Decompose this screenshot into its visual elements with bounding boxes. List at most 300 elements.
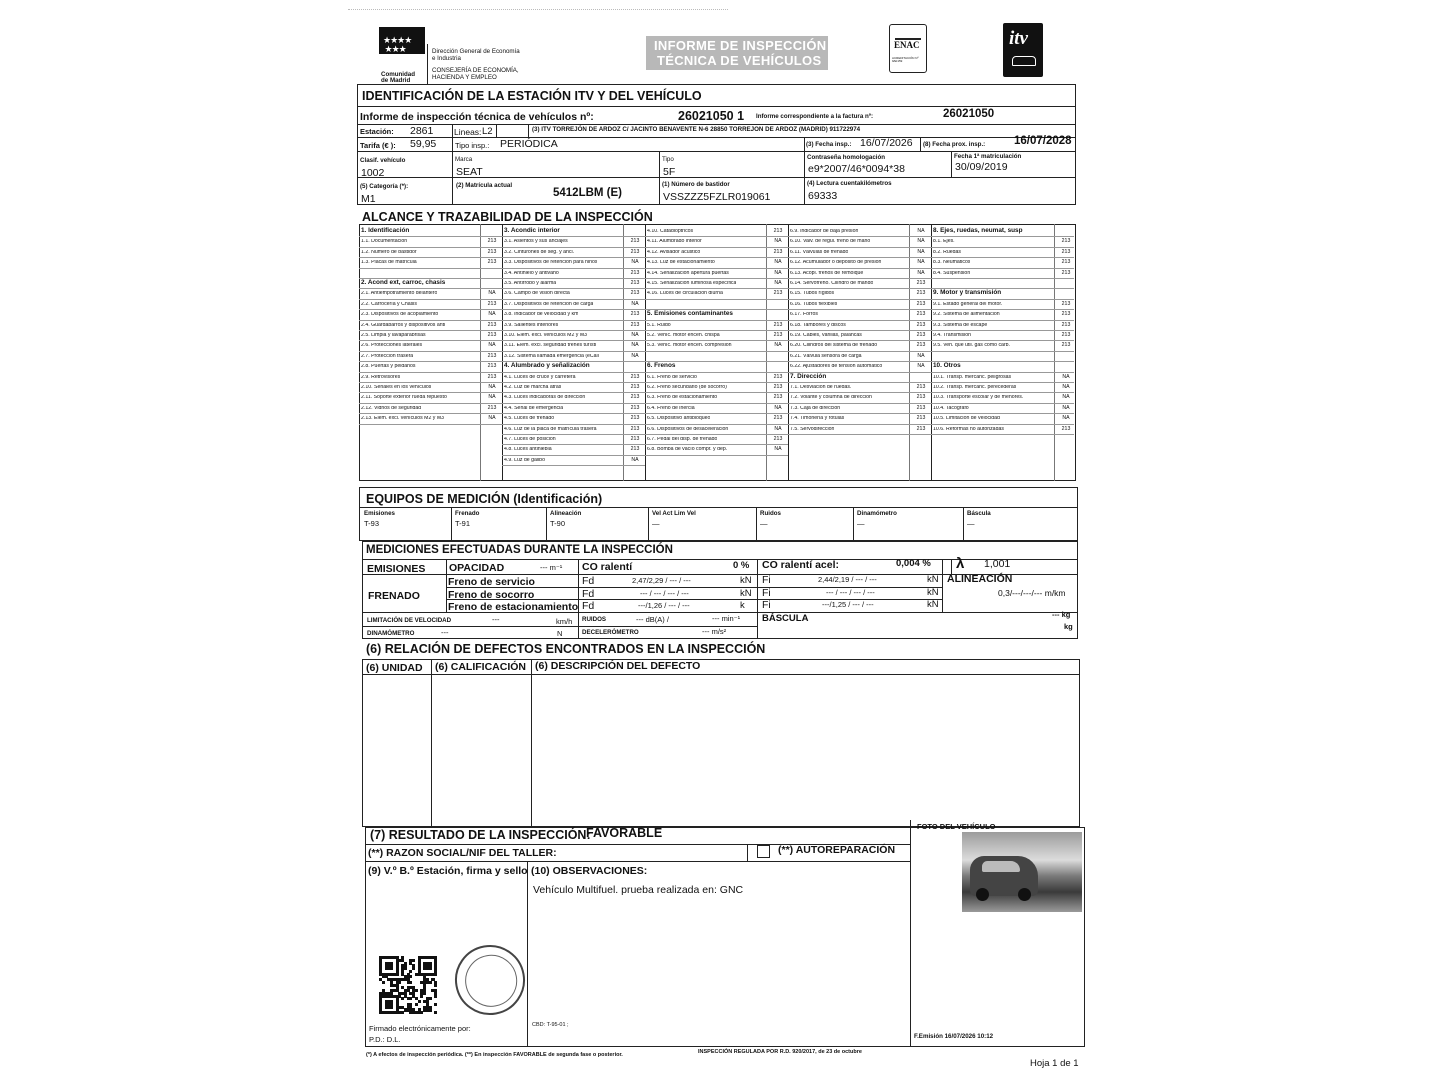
opacidad-value: --- m⁻¹ bbox=[540, 563, 563, 572]
alcance-row-line bbox=[788, 278, 931, 279]
qr-module bbox=[434, 995, 437, 998]
alcance-item-label: 9.2. Sistema de alimentación bbox=[933, 312, 1000, 318]
alcance-item-label: 2.1. Antiempotramiento delantero bbox=[361, 291, 438, 297]
alcance-item-label: 6.11. Válvulas de frenado bbox=[790, 249, 849, 255]
foto-label: FOTO DEL VEHÍCULO bbox=[917, 822, 996, 831]
alcance-item-value: 213 bbox=[487, 404, 497, 411]
alcance-item-value: NA bbox=[631, 332, 639, 338]
alcance-item-label: 6.8. Bomba de vacío compr. y dep. bbox=[647, 447, 728, 453]
alcance-row-line bbox=[931, 236, 1074, 237]
alcance-item-label: 6.16. Tubos flexibles bbox=[790, 301, 838, 307]
alcance-item-value: 213 bbox=[773, 394, 783, 401]
alcance-item-label: 3.7. Dispositivos de retención de carga bbox=[504, 301, 594, 307]
matricula-value: 5412LBM (E) bbox=[553, 187, 623, 199]
alcance-item-value: 213 bbox=[916, 342, 926, 349]
co-acel-label: CO ralentí acel: bbox=[762, 559, 840, 571]
alcance-row-line bbox=[645, 340, 788, 341]
station-address: (3) ITV TORREJÓN DE ARDOZ C/ JACINTO BENAVENTE N-6 28850 TORREJON DE ARDOZ (MADRID) 911722974 bbox=[532, 126, 861, 133]
alcance-title: ALCANCE Y TRAZABILIDAD DE LA INSPECCIÓN bbox=[362, 210, 653, 224]
alcance-item-label: 7.1. Desviación de ruedas. bbox=[790, 385, 852, 390]
lim-vel-unit: km/h bbox=[556, 617, 573, 626]
alcance-row-line bbox=[359, 351, 502, 352]
taller-label: (**) RAZON SOCIAL/NIF DEL TALLER: bbox=[368, 847, 557, 859]
tipo-insp-label: Tipo insp.: bbox=[455, 141, 490, 150]
alcance-item-label: 3.8. Indicador de velocidad y km bbox=[504, 312, 579, 318]
alcance-item-value: 213 bbox=[487, 248, 497, 255]
alcance-item-label: 2.12. Vidrios de seguridad bbox=[361, 405, 422, 411]
alcance-row-line bbox=[502, 236, 645, 237]
alcance-item-label: 2.6. Protecciones laterales bbox=[361, 343, 423, 349]
alcance-item-value: 213 bbox=[773, 332, 783, 338]
alcance-item-value: NA bbox=[1062, 373, 1070, 380]
alcance-item-value: 213 bbox=[630, 321, 640, 328]
fecha-matric-value: 30/09/2019 bbox=[955, 161, 1008, 173]
alcance-item-value: NA bbox=[774, 238, 782, 245]
alcance-item-value: 213 bbox=[1061, 259, 1071, 266]
alcance-row-line bbox=[931, 434, 1074, 435]
alcance-group-header: 8. Ejes, ruedas, neumat, susp bbox=[933, 227, 1023, 234]
rule bbox=[942, 559, 943, 612]
fi-unit-3: kN bbox=[927, 599, 939, 610]
alcance-item-value: 213 bbox=[1061, 300, 1071, 307]
obs-text: Vehículo Multifuel. prueba realizada en: GNC bbox=[533, 884, 744, 896]
region-name-2: de Madrid bbox=[381, 77, 411, 84]
alcance-item-value: NA bbox=[917, 238, 925, 245]
alcance-row-line bbox=[788, 257, 931, 258]
equipo-value: — bbox=[652, 519, 660, 528]
alcance-item-value: 213 bbox=[916, 394, 926, 401]
alcance-item-value: 213 bbox=[916, 425, 926, 432]
alcance-row-line bbox=[931, 299, 1074, 300]
alcance-item-value: 213 bbox=[630, 404, 640, 411]
alcance-row-line bbox=[645, 434, 788, 435]
lim-vel-label: LIMITACIÓN DE VELOCIDAD bbox=[367, 617, 452, 624]
qr-module bbox=[418, 1000, 421, 1003]
rule bbox=[951, 559, 952, 574]
rule bbox=[359, 507, 1078, 508]
alcance-row-line bbox=[645, 382, 788, 383]
alcance-row-line bbox=[359, 257, 502, 258]
rule bbox=[528, 124, 529, 137]
freno-servicio-label: Freno de servicio bbox=[448, 576, 535, 588]
alcance-row-line bbox=[502, 268, 645, 269]
alcance-item-value: NA bbox=[1062, 394, 1070, 401]
alcance-row-line bbox=[788, 434, 931, 435]
alcance-item-label: 6.2. Freno secundario (de socorro) bbox=[647, 385, 727, 390]
alcance-row-line bbox=[788, 424, 931, 425]
alcance-item-value: NA bbox=[488, 384, 496, 390]
freno-socorro-label: Freno de socorro bbox=[448, 589, 535, 601]
rule bbox=[452, 124, 453, 205]
homolog-value: e9*2007/46*0094*38 bbox=[808, 163, 905, 175]
alcance-item-label: 2.8. Puertas y peldaños bbox=[361, 364, 416, 370]
rule bbox=[951, 151, 952, 177]
bascula-label: BÁSCULA bbox=[762, 613, 809, 624]
alcance-item-label: 2.13. Elem. excl. vehículos M2 y M3 bbox=[361, 416, 445, 422]
enac-logo bbox=[889, 24, 927, 73]
alcance-item-label: 2.5. Limpia y lavaparabrisas bbox=[361, 333, 426, 338]
alcance-item-label: 1.2. Número de bastidor bbox=[361, 249, 417, 255]
qr-module bbox=[420, 1011, 423, 1014]
autoreparacion-checkbox[interactable] bbox=[757, 845, 770, 858]
alcance-item-label: 6.15. Tubos rígidos bbox=[790, 291, 835, 297]
rule bbox=[756, 507, 757, 541]
marca-value: SEAT bbox=[456, 166, 483, 178]
logo-divider bbox=[427, 44, 428, 84]
alcance-item-label: 3.4. Antihielo y antivaho bbox=[504, 270, 559, 276]
alcance-row-line bbox=[359, 309, 502, 310]
alcance-item-label: 5.2. Vehíc. motor encen. chispa bbox=[647, 333, 720, 338]
alcance-item-label: 3.11. Elem. excl. seguridad trenes turísti bbox=[504, 343, 597, 349]
alcance-item-label: 2.7. Protección trasera bbox=[361, 353, 414, 359]
alcance-row-line bbox=[931, 351, 1074, 352]
fi-label-2: Fi bbox=[762, 587, 771, 599]
fd-estac: ---/1,26 / --- / --- bbox=[638, 601, 690, 610]
alcance-row-line bbox=[788, 340, 931, 341]
stamp-inner-ring bbox=[461, 951, 521, 1011]
itv-logo bbox=[1003, 23, 1043, 77]
alcance-item-label: 3.10. Elem. excl. vehículos M2 y M3 bbox=[504, 333, 588, 338]
alcance-item-value: 213 bbox=[487, 259, 497, 266]
alcance-item-label: 4.9. Luz de gálibo bbox=[504, 457, 545, 463]
alcance-item-label: 8.4. Suspensión bbox=[933, 270, 971, 276]
enac-label: ENAC bbox=[894, 40, 920, 50]
alcance-item-label: 7.5. Servodirección bbox=[790, 426, 835, 432]
ruidos-label: RUIDOS bbox=[582, 616, 607, 623]
alcance-group-header: 6. Frenos bbox=[647, 362, 676, 370]
alcance-item-label: 4.14. Señalización apertura puertas bbox=[647, 270, 729, 276]
alcance-item-label: 5.3. Vehíc. motor encen. compresión bbox=[647, 343, 732, 349]
alcance-item-label: 8.3. Neumáticos bbox=[933, 260, 971, 266]
alcance-item-label: 10.2. Transp. mercanc. perecederas bbox=[933, 385, 1017, 390]
fd-label-3: Fd bbox=[582, 600, 595, 612]
alcance-row-line bbox=[502, 278, 645, 279]
alcance-item-label: 10.6. Reformas no autorizadas bbox=[933, 426, 1004, 432]
qr-module bbox=[434, 1011, 437, 1014]
bascula-value-1: --- kg bbox=[1052, 610, 1071, 619]
fd-unit-2: kN bbox=[740, 588, 752, 599]
alcance-row-line bbox=[931, 309, 1074, 310]
qr-module bbox=[429, 997, 432, 1000]
alcance-row-line bbox=[645, 392, 788, 393]
ident-title: IDENTIFICACIÓN DE LA ESTACIÓN ITV Y DEL VEHÍCULO bbox=[362, 89, 702, 103]
firmado-value: P.D.: D.L. bbox=[369, 1035, 401, 1044]
equipo-label: Dinamómetro bbox=[857, 510, 897, 517]
alcance-row-line bbox=[645, 424, 788, 425]
dinamometro-value: --- bbox=[441, 628, 449, 637]
alcance-item-value: 213 bbox=[630, 373, 640, 380]
alcance-item-value: 213 bbox=[773, 290, 783, 297]
qr-module bbox=[420, 995, 423, 998]
equipo-value: T-90 bbox=[550, 519, 566, 528]
alcance-item-value: NA bbox=[631, 300, 639, 307]
alcance-item-value: 213 bbox=[630, 248, 640, 255]
qr-code bbox=[379, 956, 437, 1014]
vehicle-photo bbox=[962, 832, 1082, 912]
alcance-item-value: NA bbox=[488, 342, 496, 349]
lines-label: Lineas: bbox=[454, 127, 482, 137]
alcance-row-line bbox=[645, 278, 788, 279]
alcance-item-label: 9.5. Veh. que util. gas como carb. bbox=[933, 343, 1010, 349]
alcance-group-header: 4. Alumbrado y señalización bbox=[504, 362, 590, 370]
alcance-item-value: 213 bbox=[773, 321, 783, 328]
alcance-item-value: 213 bbox=[773, 415, 783, 422]
alcance-row-line bbox=[502, 403, 645, 404]
alcance-item-value: 213 bbox=[487, 373, 497, 380]
alcance-row-line bbox=[502, 257, 645, 258]
alcance-item-label: 1.3. Placas de matrícula bbox=[361, 260, 417, 266]
equipo-label: Alineación bbox=[550, 510, 582, 517]
defectos-title: (6) RELACIÓN DE DEFECTOS ENCONTRADOS EN LA INSPECCIÓN bbox=[366, 642, 766, 656]
alcance-item-label: 2.2. Carrocería y Chasis bbox=[361, 301, 417, 307]
invoice-label: Informe correspondiente a la factura nº: bbox=[756, 113, 874, 120]
alcance-row-line bbox=[359, 413, 502, 414]
alcance-item-label: 4.2. Luz de marcha atrás bbox=[504, 385, 562, 390]
alcance-row-line bbox=[931, 268, 1074, 269]
rule bbox=[757, 559, 758, 639]
alcance-item-value: NA bbox=[488, 290, 496, 297]
alcance-row-line bbox=[502, 424, 645, 425]
rule bbox=[920, 137, 921, 151]
alcance-group-header: 3. Acondic interior bbox=[504, 227, 560, 234]
alcance-row-line bbox=[502, 320, 645, 321]
alcance-item-value: NA bbox=[917, 248, 925, 255]
org-line-1: Dirección General de Economía bbox=[432, 48, 520, 55]
alcance-item-label: 2.10. Señales en los vehículos bbox=[361, 385, 432, 390]
rule bbox=[527, 861, 528, 1047]
bastidor-value: VSSZZZ5FZLR019061 bbox=[663, 191, 771, 203]
alcance-item-value: NA bbox=[917, 363, 925, 370]
alcance-item-label: 6.14. Servofreno. Cilindro de mando bbox=[790, 281, 874, 286]
alcance-item-value: 213 bbox=[487, 321, 497, 328]
alcance-item-label: 2.11. Soporte exterior rueda repuesto bbox=[361, 395, 447, 401]
alcance-row-line bbox=[931, 382, 1074, 383]
alcance-item-value: NA bbox=[774, 404, 782, 411]
alcance-item-label: 7.2. Volante y columna de dirección bbox=[790, 395, 872, 401]
alcance-item-value: NA bbox=[488, 311, 496, 318]
alcance-item-value: NA bbox=[1062, 384, 1070, 390]
alcance-item-value: 213 bbox=[630, 394, 640, 401]
car-wheel-icon bbox=[1018, 888, 1031, 901]
alcance-item-value: 213 bbox=[773, 248, 783, 255]
alcance-row-line bbox=[645, 372, 788, 373]
alcance-row-line bbox=[645, 257, 788, 258]
alcance-row-line bbox=[931, 403, 1074, 404]
alcance-item-value: NA bbox=[917, 259, 925, 266]
alcance-row-line bbox=[502, 330, 645, 331]
alcance-item-label: 3.6. Campo de visión directa bbox=[504, 291, 570, 297]
rule bbox=[496, 124, 497, 137]
alcance-row-line bbox=[359, 392, 502, 393]
alcance-row-line bbox=[645, 268, 788, 269]
alcance-item-value: NA bbox=[631, 352, 639, 359]
alcance-row-line bbox=[502, 392, 645, 393]
region-name-1: Comunidad bbox=[381, 71, 416, 78]
alcance-item-value: 213 bbox=[630, 436, 640, 442]
rule bbox=[362, 612, 1078, 613]
alcance-item-value: 213 bbox=[916, 404, 926, 411]
footer-regulation: INSPECCIÓN REGULADA POR R.D. 920/2017, de 23 de octubre bbox=[698, 1049, 862, 1055]
alcance-item-label: 10.1. Transp. mercanc. peligrosas bbox=[933, 374, 1012, 380]
alcance-row-line bbox=[502, 455, 645, 456]
lines-value: L2 bbox=[482, 126, 493, 137]
report-number: 26021050 1 bbox=[678, 109, 745, 123]
alcance-item-value: NA bbox=[774, 269, 782, 276]
tipo-label: Tipo bbox=[662, 156, 674, 163]
qr-module bbox=[415, 1003, 418, 1006]
qr-module bbox=[434, 1003, 437, 1006]
alcance-row-line bbox=[788, 392, 931, 393]
alcance-group-header: 2. Acond ext, carroc, chasis bbox=[361, 279, 446, 286]
alcance-item-label: 7.3. Caja de dirección bbox=[790, 405, 841, 411]
alcance-row-line bbox=[502, 372, 645, 373]
qr-module bbox=[409, 981, 412, 984]
alcance-row-line bbox=[788, 403, 931, 404]
alcance-row-line bbox=[931, 330, 1074, 331]
alcance-item-label: 6.20. Cilindros del sistema de frenado bbox=[790, 343, 878, 349]
alcance-item-label: 8.1. Ejes. bbox=[933, 239, 955, 245]
alcance-item-label: 6.22. Ajustadores de tensión automático bbox=[790, 364, 883, 370]
bascula-value-2: kg bbox=[1064, 622, 1073, 631]
alcance-item-value: 213 bbox=[487, 238, 497, 245]
alcance-item-label: 4.15. Señalización luminosa específica bbox=[647, 281, 737, 286]
alcance-item-value: 213 bbox=[630, 384, 640, 390]
rule bbox=[362, 559, 1078, 560]
alineacion-label: ALINEACIÓN bbox=[947, 573, 1013, 585]
station-value: 2861 bbox=[410, 125, 434, 137]
lim-vel-value: --- bbox=[492, 615, 500, 624]
alcance-item-label: 4.6. Luz de la placa de matrícula trasera bbox=[504, 426, 597, 432]
equipo-value: — bbox=[760, 519, 768, 528]
rule bbox=[357, 106, 1076, 107]
lambda-label: λ bbox=[956, 555, 965, 572]
alcance-item-label: 6.3. Freno de estacionamiento bbox=[647, 395, 718, 401]
alcance-row-line bbox=[788, 299, 931, 300]
alcance-row-line bbox=[645, 288, 788, 289]
banner-line-1: INFORME DE INSPECCIÓN bbox=[654, 38, 827, 53]
alcance-row-line bbox=[502, 309, 645, 310]
alcance-item-label: 7.4. Timonería y rótulas bbox=[790, 416, 845, 422]
fecha-matric-label: Fecha 1ª matriculación bbox=[954, 153, 1022, 160]
clasif-label: Clasif. vehículo bbox=[360, 157, 406, 164]
alcance-row-line bbox=[645, 330, 788, 331]
fecha-insp-label: (3) Fecha insp.: bbox=[806, 141, 852, 148]
alcance-item-label: 6.4. Freno de inercia bbox=[647, 405, 695, 411]
alcance-item-label: 3.2. Cinturones de seg. y ancl. bbox=[504, 249, 575, 255]
qr-module bbox=[429, 981, 432, 984]
alcance-group-header: 7. Dirección bbox=[790, 372, 827, 380]
rule bbox=[648, 507, 649, 541]
alcance-row-line bbox=[359, 424, 502, 425]
alcance-row-line bbox=[931, 257, 1074, 258]
co-ralenti-label: CO ralentí bbox=[582, 561, 633, 573]
alcance-row-line bbox=[931, 372, 1074, 373]
alcance-item-value: NA bbox=[631, 259, 639, 266]
alcance-item-value: NA bbox=[917, 352, 925, 359]
car-wheel-icon bbox=[976, 888, 989, 901]
alcance-row-line bbox=[931, 424, 1074, 425]
footer-note: (*) A efectos de inspección periódica. (**) En inspección FAVORABLE de segunda fase o posterior. bbox=[366, 1052, 623, 1058]
alcance-row-line bbox=[788, 382, 931, 383]
alcance-item-value: 213 bbox=[1061, 342, 1071, 349]
alcance-item-label: 4.10. Catadióptricos bbox=[647, 229, 694, 234]
categoria-label: (5) Categoría (*): bbox=[360, 183, 409, 190]
resultado-value: FAVORABLE bbox=[586, 826, 663, 840]
alcance-item-label: 9.3. Sistema de escape bbox=[933, 322, 988, 328]
tipo-value: 5F bbox=[663, 166, 676, 178]
alcance-row-line bbox=[359, 268, 502, 269]
rule bbox=[747, 844, 748, 861]
alcance-row-line bbox=[502, 382, 645, 383]
alcance-item-value: 213 bbox=[487, 300, 497, 307]
qr-module bbox=[409, 975, 412, 978]
alcance-item-label: 10.5. Limitación de velocidad bbox=[933, 416, 1000, 422]
alcance-item-value: 213 bbox=[487, 352, 497, 359]
ruidos-value: --- dB(A) / bbox=[636, 615, 669, 624]
fd-label-1: Fd bbox=[582, 575, 595, 587]
alcance-item-label: 4.7. Luces de posición bbox=[504, 437, 556, 442]
col-descripcion: (6) DESCRIPCIÓN DEL DEFECTO bbox=[535, 660, 701, 672]
alcance-row-line bbox=[359, 299, 502, 300]
alcance-item-label: 5.1. Ruido bbox=[647, 322, 671, 328]
alcance-item-label: 2.4. Guardabarros y dispositivos anti bbox=[361, 322, 446, 328]
rule bbox=[357, 137, 1076, 138]
tarifa-label: Tarifa (€ ): bbox=[360, 141, 396, 150]
qr-module bbox=[390, 1006, 393, 1009]
alcance-item-label: 4.4. Señal de emergencia bbox=[504, 405, 564, 411]
alcance-item-label: 6.18. Tambores y discos bbox=[790, 322, 846, 328]
decel-value: --- m/s² bbox=[702, 627, 727, 636]
firmado-label: Firmado electrónicamente por: bbox=[369, 1024, 471, 1033]
station-label: Estación: bbox=[360, 127, 394, 136]
rule bbox=[531, 659, 532, 827]
km-label: (4) Lectura cuentakilómetros bbox=[807, 180, 892, 187]
alcance-row-line bbox=[645, 351, 788, 352]
equipo-label: Emisiones bbox=[364, 510, 395, 517]
qr-module bbox=[390, 967, 393, 970]
alcance-row-line bbox=[645, 299, 788, 300]
alcance-row-line bbox=[502, 351, 645, 352]
resultado-label: (7) RESULTADO DE LA INSPECCIÓN: bbox=[370, 828, 591, 842]
alcance-item-label: 4.11. Alumbrado interior bbox=[647, 239, 702, 245]
alcance-group-header: 1. Identificación bbox=[361, 227, 410, 234]
alcance-item-label: 6.9. Indicador de baja presión bbox=[790, 229, 859, 234]
qr-module bbox=[396, 973, 399, 976]
alcance-group-header: 9. Motor y transmisión bbox=[933, 289, 1002, 297]
qr-module bbox=[434, 973, 437, 976]
alcance-row-line bbox=[502, 465, 645, 466]
alcance-item-label: 6.1. Freno de servicio bbox=[647, 374, 697, 380]
alcance-item-value: 213 bbox=[916, 311, 926, 318]
alcance-row-line bbox=[788, 236, 931, 237]
alcance-item-value: 213 bbox=[916, 415, 926, 422]
alcance-item-label: 6.12. Acumulador o depósito de presión bbox=[790, 260, 882, 266]
alcance-item-label: 2.3. Dispositivos de acoplamiento bbox=[361, 312, 439, 318]
alcance-item-label: 3.3. Dispositivos de retención para niños bbox=[504, 260, 598, 266]
alcance-item-label: 9.4. Transmisión bbox=[933, 333, 972, 338]
qr-module bbox=[409, 997, 412, 1000]
alcance-row-line bbox=[931, 278, 1074, 279]
alcance-group-header: 5. Emisiones contaminantes bbox=[647, 310, 733, 318]
alcance-group-header: 10. Otros bbox=[933, 362, 961, 370]
stars-icon: ★★★★ ★★★ bbox=[383, 35, 412, 54]
alcance-row-line bbox=[645, 247, 788, 248]
alcance-item-label: 6.5. Dispositivo antibloqueo bbox=[647, 416, 711, 422]
qr-module bbox=[429, 1008, 432, 1011]
qr-module bbox=[423, 992, 426, 995]
alcance-row-line bbox=[788, 309, 931, 310]
alcance-row-line bbox=[502, 434, 645, 435]
